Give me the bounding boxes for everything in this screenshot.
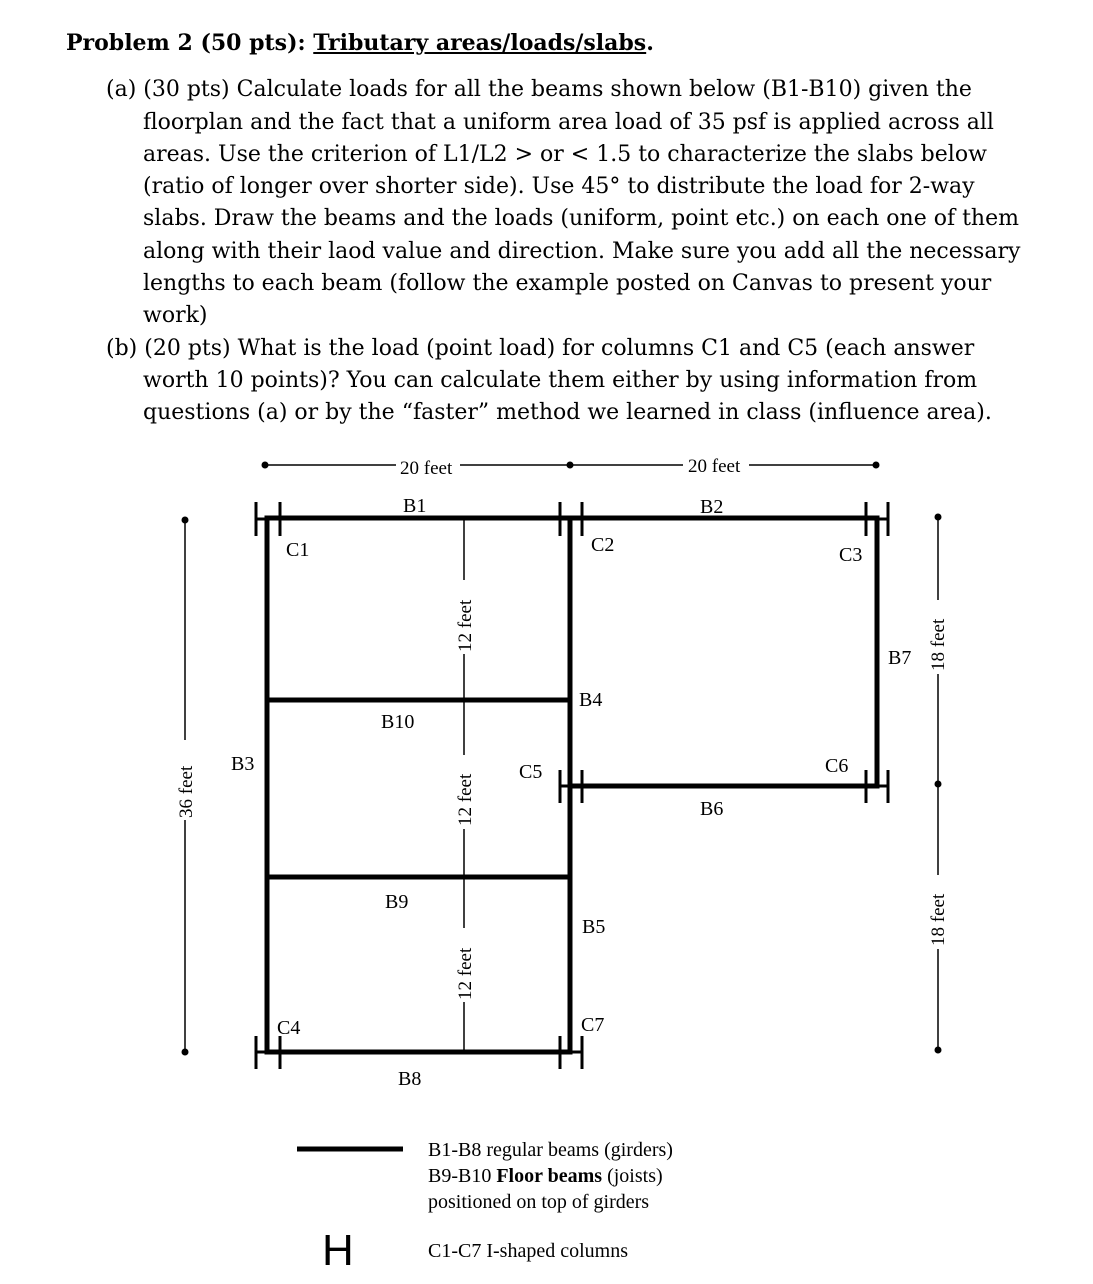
label-c3: C3 [839,544,863,566]
label-b4: B4 [579,689,603,711]
part-a-line: areas. Use the criterion of L1/L2 > or < 1.5 to characterize the slabs below [143,142,987,167]
part-a-line: work) [143,303,208,328]
part-a-line: (ratio of longer over shorter side). Use 45° to distribute the load for 2-way [143,174,975,199]
label-c5: C5 [519,761,543,783]
part-a-line: floorplan and the fact that a uniform area load of 35 psf is applied across all [143,110,994,135]
label-b6: B6 [700,798,724,820]
legend-beam-text-1: B1-B8 regular beams (girders) [428,1139,673,1161]
label-c4: C4 [277,1017,301,1039]
label-c6: C6 [825,755,849,777]
part-a-line: along with their laod value and direction. Make sure you add all the necessary [143,239,1021,264]
part-b-line: (b) (20 pts) What is the load (point load) for columns C1 and C5 (each answer [106,336,975,361]
label-c2: C2 [591,534,615,556]
part-b-line: worth 10 points)? You can calculate them either by using information from [143,368,978,393]
legend-beam-text-3: positioned on top of girders [428,1191,650,1213]
part-a-line: (a) (30 pts) Calculate loads for all the beams shown below (B1-B10) given the [106,77,972,102]
dim-mid-2: 12 feet [455,773,476,826]
left-dimension [173,517,197,1056]
label-b10: B10 [381,711,415,733]
label-b9: B9 [385,891,409,913]
label-b1: B1 [403,495,427,517]
joists [267,700,570,877]
label-c7: C7 [581,1014,605,1036]
legend-beam-text-2: B9-B10 Floor beams (joists) [428,1165,663,1187]
label-b7: B7 [888,647,912,669]
mid-dimension [452,520,476,1052]
dim-left-total: 36 feet [176,765,197,818]
legend-column-text: C1-C7 I-shaped columns [428,1240,628,1262]
dim-mid-1: 12 feet [455,599,476,652]
label-b5: B5 [582,916,606,938]
dim-top-left: 20 feet [400,458,453,479]
label-b3: B3 [231,753,255,775]
part-a-line: slabs. Draw the beams and the loads (uniform, point etc.) on each one of them [143,206,1019,231]
label-b2: B2 [700,496,724,518]
dim-top-right: 20 feet [688,456,741,477]
dim-mid-3: 12 feet [455,947,476,1000]
legend-column-symbol: H [322,1226,354,1275]
part-a-line: lengths to each beam (follow the example posted on Canvas to present your [143,271,992,296]
label-c1: C1 [286,539,310,561]
right-dimension [926,514,950,1054]
problem-title: Problem 2 (50 pts): Tributary areas/loads/slabs. [66,30,654,56]
top-dimension [262,453,880,479]
part-b-line: questions (a) or by the “faster” method we learned in class (influence area). [143,400,992,425]
dim-right-lower: 18 feet [928,893,949,946]
dim-right-upper: 18 feet [928,618,949,671]
legend [297,1139,673,1275]
label-b8: B8 [398,1068,422,1090]
